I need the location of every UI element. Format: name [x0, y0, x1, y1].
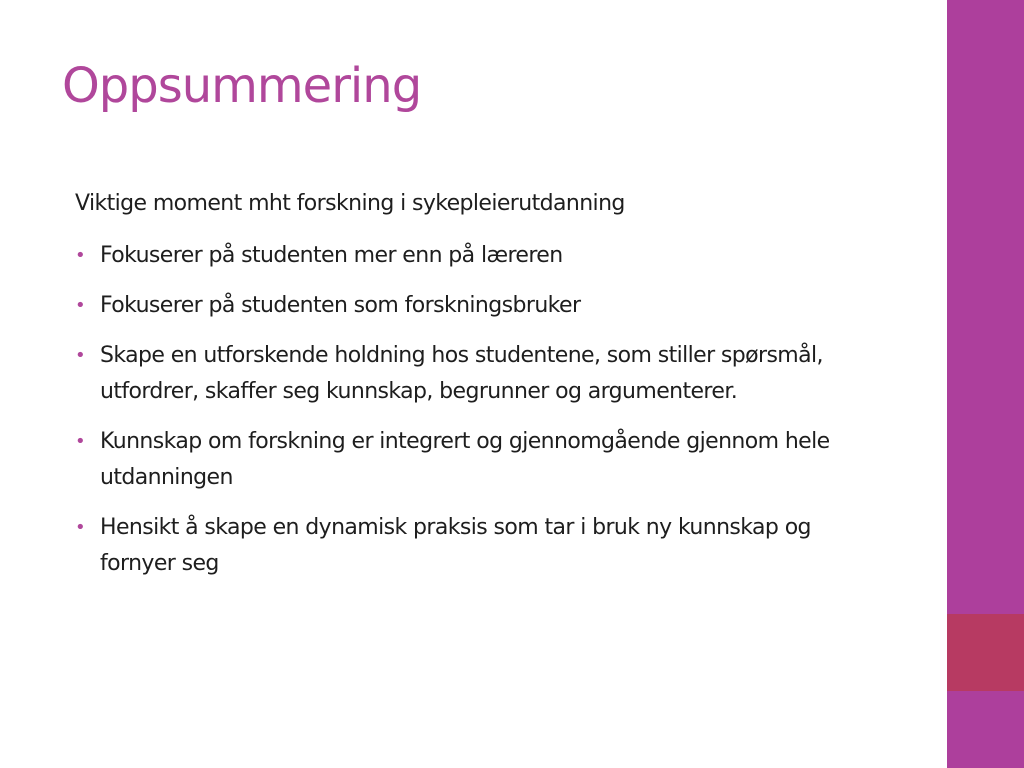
- bullet-item: [75, 288, 875, 324]
- bullet-item: [75, 338, 875, 410]
- slide-title: Oppsummering: [62, 58, 422, 114]
- bullet-dot-icon: •: [75, 245, 86, 266]
- bullet-text: Skape en utforskende holdning hos studentene, som stiller spørsmål, utfordrer, skaffer seg kunnskap, begrunner og argumenterer.: [100, 343, 823, 404]
- slide-content: [75, 186, 875, 596]
- bullet-text: Fokuserer på studenten mer enn på læreren: [100, 243, 563, 268]
- bullet-text: Hensikt å skape en dynamisk praksis som tar i bruk ny kunnskap og fornyer seg: [100, 515, 811, 576]
- intro-line: Viktige moment mht forskning i sykepleierutdanning: [75, 191, 625, 216]
- bullet-text: Fokuserer på studenten som forskningsbruker: [100, 293, 581, 318]
- bullet-dot-icon: •: [75, 295, 86, 316]
- bullet-item: [75, 510, 875, 582]
- side-accent-block: [947, 614, 1024, 691]
- bullet-text: Kunnskap om forskning er integrert og gjennomgående gjennom hele utdanningen: [100, 429, 830, 490]
- bullet-item: [75, 424, 875, 496]
- bullet-list: [75, 238, 875, 582]
- bullet-dot-icon: •: [75, 431, 86, 452]
- bullet-dot-icon: •: [75, 345, 86, 366]
- bullet-item: [75, 238, 875, 274]
- bullet-dot-icon: •: [75, 517, 86, 538]
